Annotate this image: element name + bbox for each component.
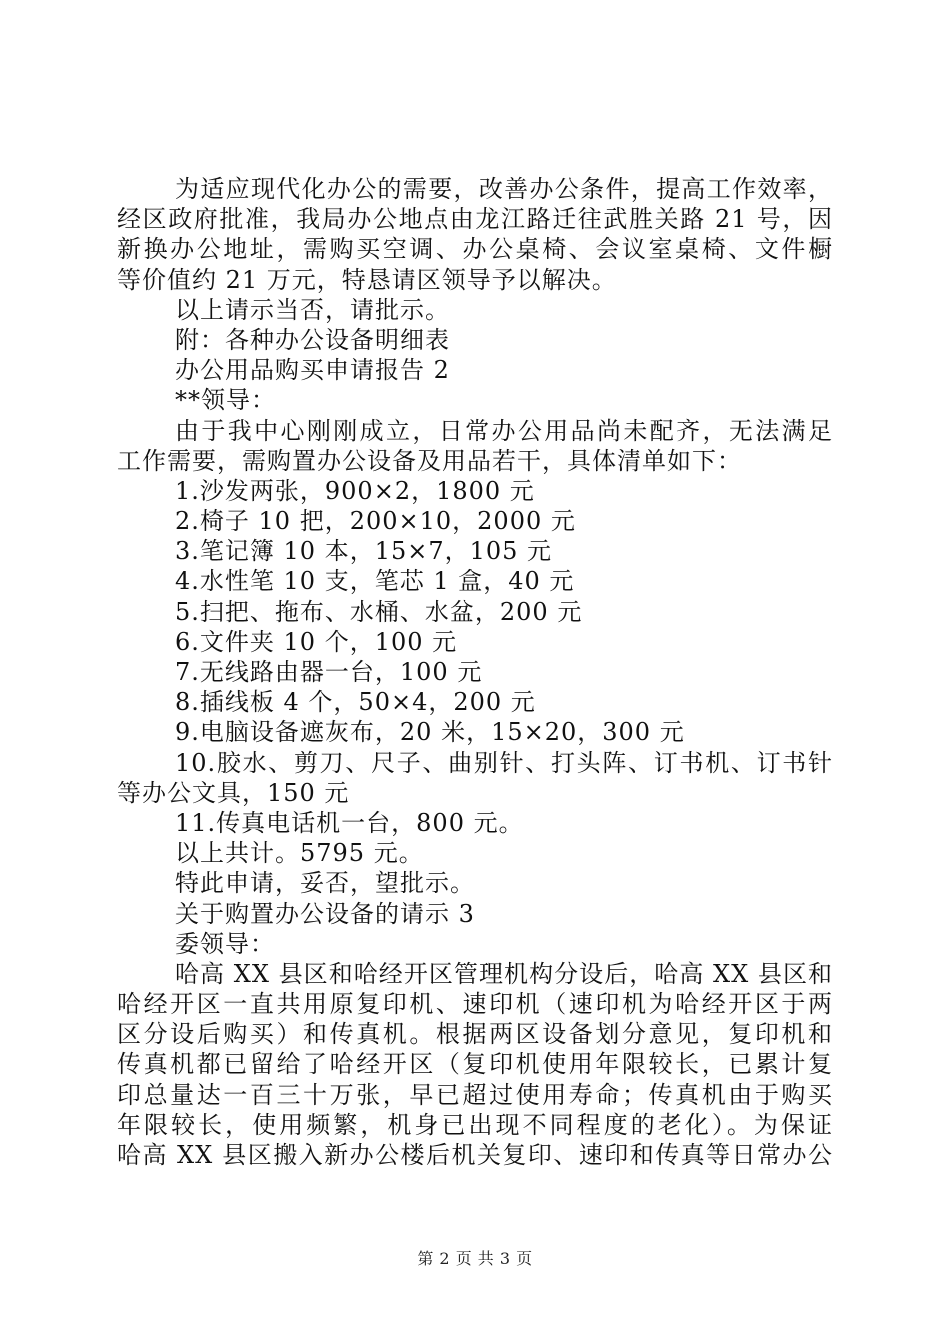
section-title: 关于购置办公设备的请示 3: [175, 899, 475, 928]
paragraph-line: 区分设后购买）和传真机。根据两区设备划分意见，复印机和: [117, 1020, 833, 1049]
list-item: 3.笔记簿 10 本，15×7，105 元: [175, 537, 553, 566]
list-item: 1.沙发两张，900×2，1800 元: [175, 476, 535, 505]
total-line: 以上共计。5795 元。: [175, 839, 424, 868]
paragraph-line: 由于我中心刚刚成立，日常办公用品尚未配齐，无法满足: [175, 416, 833, 445]
list-item: 2.椅子 10 把，200×10，2000 元: [175, 507, 576, 536]
paragraph-line: 年限较长，使用频繁，机身已出现不同程度的老化）。为保证: [117, 1110, 833, 1139]
list-item: 9.电脑设备遮灰布，20 米，15×20，300 元: [175, 718, 685, 747]
list-item: 5.扫把、拖布、水桶、水盆，200 元: [175, 597, 583, 626]
paragraph-line: 等价值约 21 万元，特恳请区领导予以解决。: [117, 265, 617, 294]
section-title: 办公用品购买申请报告 2: [175, 356, 450, 385]
paragraph-line: 哈高 XX 县区和哈经开区管理机构分设后，哈高 XX 县区和: [175, 959, 833, 988]
salutation: **领导：: [175, 386, 276, 415]
paragraph-line: 哈高 XX 县区搬入新办公楼后机关复印、速印和传真等日常办公: [117, 1141, 833, 1169]
paragraph-line: 新换办公地址，需购买空调、办公桌椅、会议室桌椅、文件橱: [117, 235, 833, 264]
list-item-continuation: 等办公文具，150 元: [117, 778, 350, 807]
document-body: [117, 174, 833, 1170]
attachment-line: 附：各种办公设备明细表: [175, 325, 450, 354]
paragraph-line: 印总量达一百三十万张，早已超过使用寿命；传真机由于购买: [117, 1080, 833, 1109]
list-item: 6.文件夹 10 个，100 元: [175, 627, 458, 656]
list-item: 4.水性笔 10 支，笔芯 1 盒，40 元: [175, 567, 575, 596]
list-item: 11.传真电话机一台，800 元。: [175, 808, 524, 837]
paragraph-line: 经区政府批准，我局办公地点由龙江路迁往武胜关路 21 号，因: [117, 205, 833, 234]
list-item: 10.胶水、剪刀、尺子、曲别针、打头阵、订书机、订书针: [175, 748, 833, 777]
salutation: 委领导：: [175, 929, 275, 958]
page-number-footer: 第 2 页 共 3 页: [417, 1249, 533, 1268]
closing-line: 特此申请，妥否，望批示。: [175, 869, 475, 898]
paragraph-line: 传真机都已留给了哈经开区（复印机使用年限较长，已累计复: [117, 1050, 833, 1079]
paragraph-line: 以上请示当否，请批示。: [175, 295, 450, 324]
paragraph-line: 为适应现代化办公的需要，改善办公条件，提高工作效率，: [175, 175, 833, 203]
paragraph-line: 哈经开区一直共用原复印机、速印机（速印机为哈经开区于两: [117, 990, 833, 1019]
list-item: 7.无线路由器一台，100 元: [175, 658, 483, 686]
list-item: 8.插线板 4 个，50×4，200 元: [175, 688, 536, 717]
paragraph-line: 工作需要，需购置办公设备及用品若干，具体清单如下：: [117, 446, 742, 475]
